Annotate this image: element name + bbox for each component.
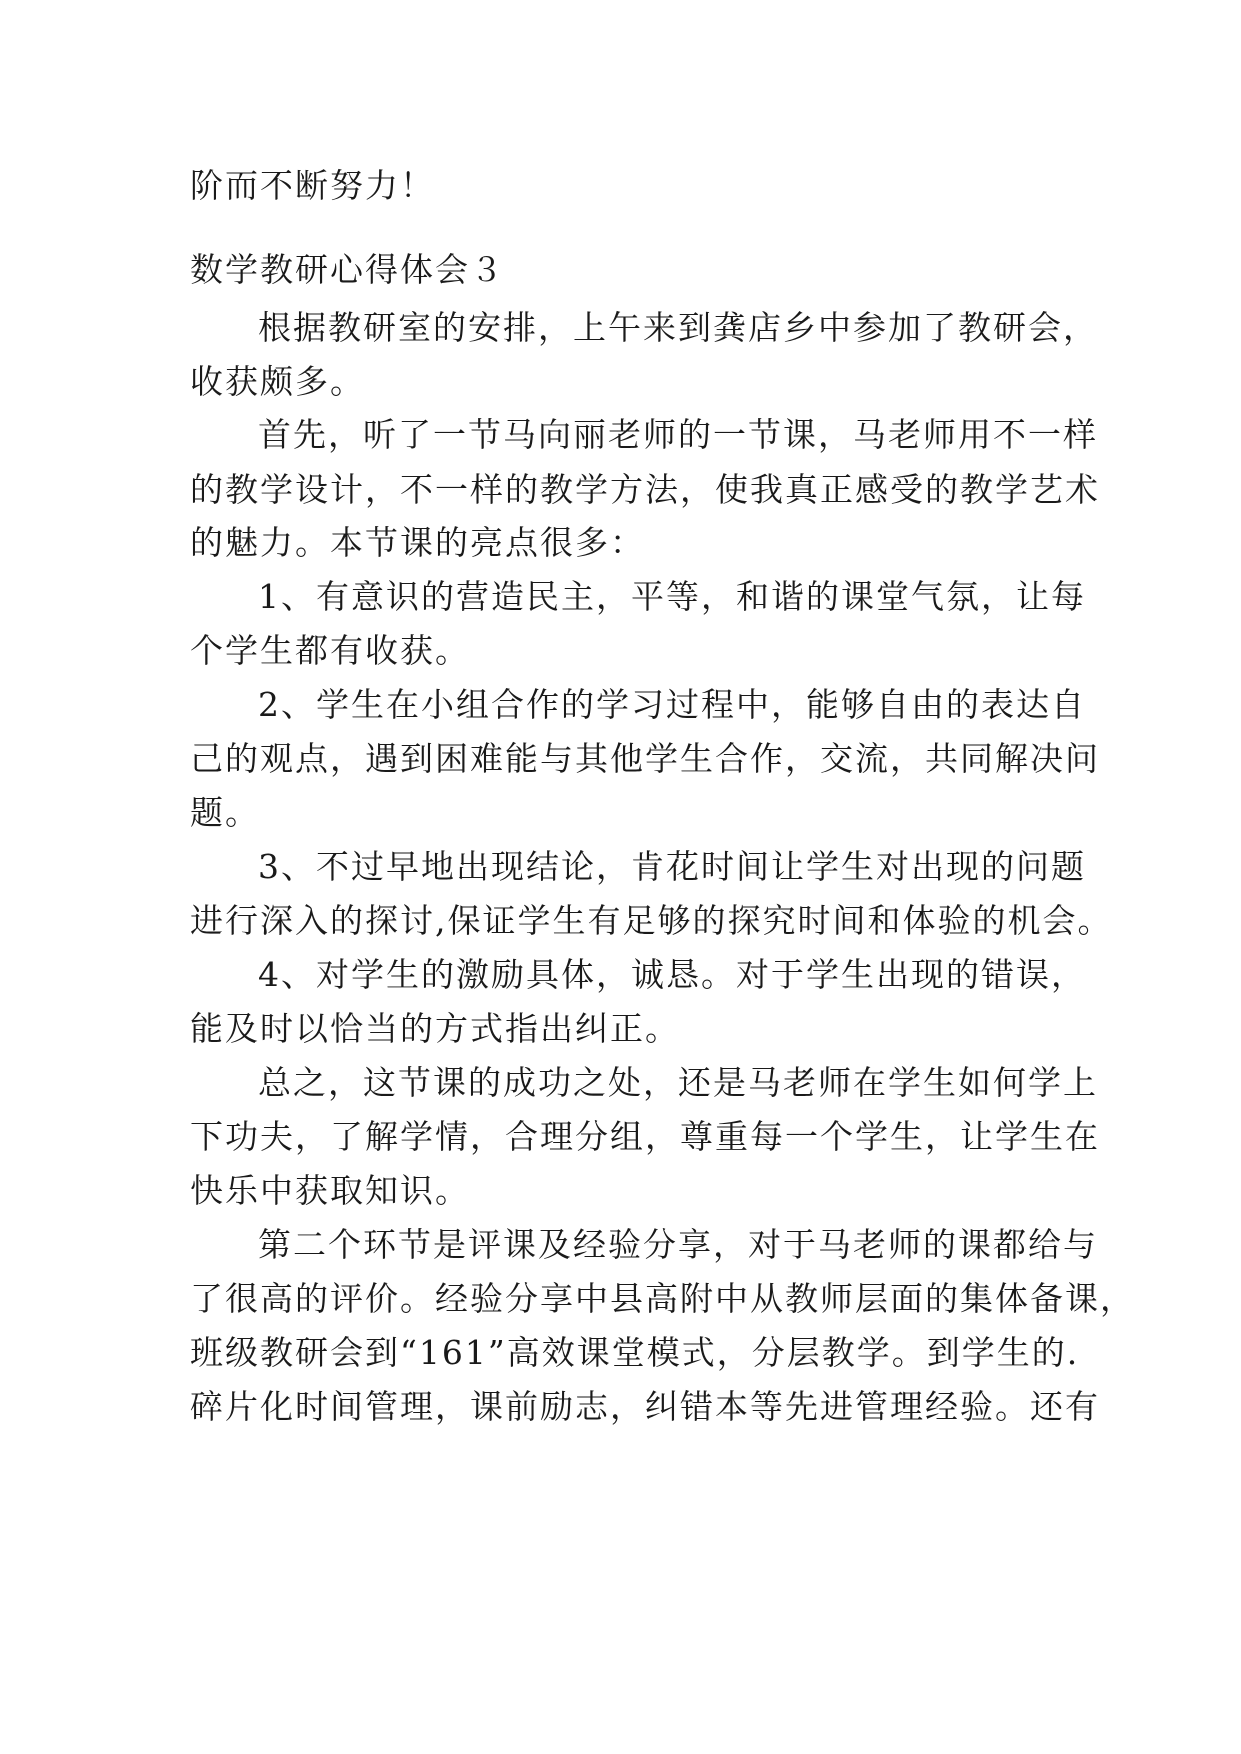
list-item-line: 个学生都有收获。 xyxy=(190,631,470,670)
list-item-line: 4、对学生的激励具体，诚恳。对于学生出现的错误， xyxy=(258,955,1086,994)
paragraph-line: 根据教研室的安排，上午来到龚店乡中参加了教研会， xyxy=(258,308,1098,347)
paragraph-line: 首先，听了一节马向丽老师的一节课，马老师用不一样 xyxy=(258,415,1098,454)
list-item-line: 能及时以恰当的方式指出纠正。 xyxy=(190,1009,680,1048)
paragraph-line: 总之，这节课的成功之处，还是马老师在学生如何学上 xyxy=(258,1063,1098,1102)
paragraph-line: 班级教研会到“161”高效课堂模式，分层教学。到学生的. xyxy=(190,1333,1080,1372)
list-item-line: 题。 xyxy=(190,793,260,832)
paragraph-line: 第二个环节是评课及经验分享，对于马老师的课都给与 xyxy=(258,1225,1098,1264)
list-item-line: 己的观点，遇到困难能与其他学生合作，交流，共同解决问 xyxy=(190,739,1100,778)
text-line-continuation: 阶而不断努力！ xyxy=(190,166,435,205)
section-heading: 数学教研心得体会３ xyxy=(190,250,505,289)
paragraph-line: 碎片化时间管理，课前励志，纠错本等先进管理经验。还有 xyxy=(190,1387,1100,1426)
paragraph-line: 了很高的评价。经验分享中县高附中从教师层面的集体备课， xyxy=(190,1279,1135,1318)
paragraph-line: 收获颇多。 xyxy=(190,362,365,401)
paragraph-line: 下功夫，了解学情，合理分组，尊重每一个学生，让学生在 xyxy=(190,1117,1100,1156)
paragraph-line: 的魅力。本节课的亮点很多： xyxy=(190,523,645,562)
list-item-line: 1、有意识的营造民主，平等，和谐的课堂气氛，让每 xyxy=(258,577,1086,616)
paragraph-line: 快乐中获取知识。 xyxy=(190,1171,470,1210)
list-item-line: 2、学生在小组合作的学习过程中，能够自由的表达自 xyxy=(258,685,1086,724)
paragraph-line: 的教学设计，不一样的教学方法，使我真正感受的教学艺术 xyxy=(190,470,1100,509)
list-item-line: 进行深入的探讨,保证学生有足够的探究时间和体验的机会。 xyxy=(190,901,1113,940)
list-item-line: 3、不过早地出现结论，肯花时间让学生对出现的问题 xyxy=(258,847,1086,886)
